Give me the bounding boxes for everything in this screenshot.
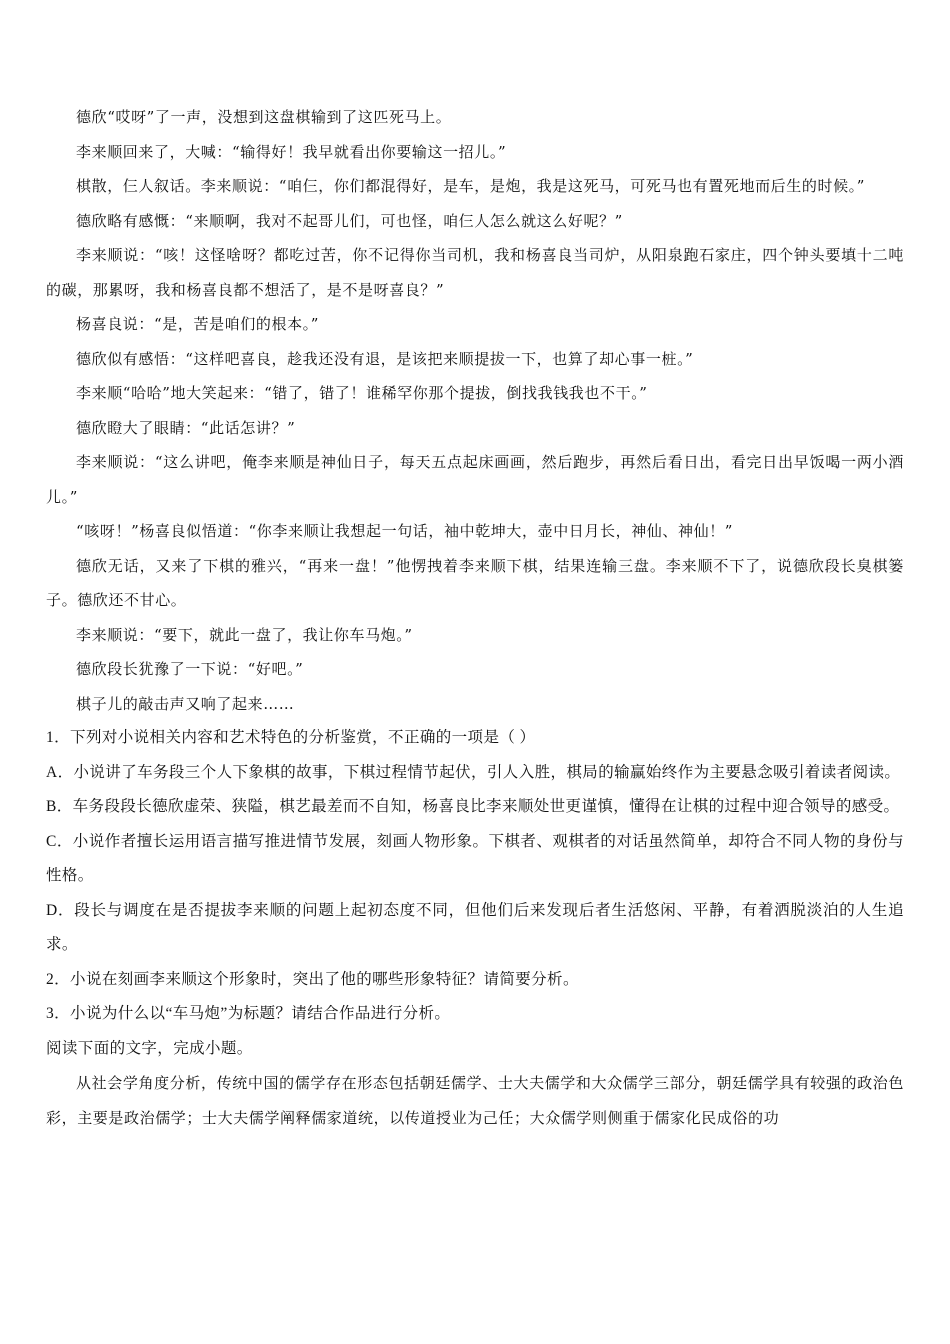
story-paragraph: “咳呀！”杨喜良似悟道：“你李来顺让我想起一句话，袖中乾坤大，壶中日月长，神仙、神仙！”: [76, 522, 734, 540]
story-paragraph: 德欣瞪大了眼睛：“此话怎讲？”: [76, 418, 296, 437]
story-paragraph: 德欣段长犹豫了一下说：“好吧。”: [76, 660, 304, 678]
option-d: D．段长与调度在是否提拔李来顺的问题上起初态度不同，但他们后来发现后者生活悠闲、平静，有着洒脱淡泊的人生追求。: [46, 901, 904, 953]
story-paragraph: 德欣略有感慨：“来顺啊，我对不起哥儿们，可也怪，咱仨人怎么就这么好呢？”: [76, 211, 623, 230]
story-paragraph: 李来顺“哈哈”地大笑起来：“错了，错了！谁稀罕你那个提拔，倒找我钱我也不干。”: [76, 384, 648, 402]
reading-instruction: 阅读下面的文字，完成小题。: [46, 1039, 253, 1057]
question-1: 1．下列对小说相关内容和艺术特色的分析鉴赏，不正确的一项是（ ）: [46, 729, 536, 746]
story-paragraph: 德欣似有感悟：“这样吧喜良，趁我还没有退，是该把来顺提拔一下，也算了却心事一桩。”: [76, 349, 694, 368]
story-paragraph: 李来顺说：“咳！这怪啥呀？都吃过苦，你不记得你当司机，我和杨喜良当司炉，从阳泉跑石家庄，四个钟头要填十二吨的碳，那累呀，我和杨喜良都不想活了，是不是呀喜良？”: [46, 246, 904, 299]
story-paragraph: 德欣“哎呀”了一声，没想到这盘棋输到了这匹死马上。: [76, 108, 452, 126]
question-2: 2．小说在刻画李来顺这个形象时，突出了他的哪些形象特征？请简要分析。: [46, 970, 579, 988]
essay-paragraph: 从社会学角度分析，传统中国的儒学存在形态包括朝廷儒学、士大夫儒学和大众儒学三部分，朝廷儒学具有较强的政治色彩，主要是政治儒学；士大夫儒学阐释儒家道统，以传道授业为己任；大众儒学则侧重于儒家化民成俗的功: [46, 1074, 904, 1127]
option-a: A．小说讲了车务段三个人下象棋的故事，下棋过程情节起伏，引人入胜，棋局的输赢始终作为主要悬念吸引着读者阅读。: [46, 763, 901, 781]
story-paragraph: 棋散，仨人叙话。李来顺说：“咱仨，你们都混得好，是车，是炮，我是这死马，可死马也有置死地而后生的时候。”: [76, 177, 866, 195]
story-paragraph: 李来顺回来了，大喊：“输得好！我早就看出你要输这一招儿。”: [76, 142, 507, 161]
story-excerpt: [46, 100, 904, 721]
story-paragraph: 杨喜良说：“是，苦是咱们的根本。”: [76, 315, 320, 333]
option-b: B．车务段段长德欣虚荣、狭隘，棋艺最差而不自知，杨喜良比李来顺处世更谨慎，懂得在让棋的过程中迎合领导的感受。: [46, 798, 900, 815]
essay-excerpt: [46, 1066, 904, 1135]
question-3: 3．小说为什么以“车马炮”为标题？请结合作品进行分析。: [46, 1005, 451, 1022]
story-paragraph: 李来顺说：“这么讲吧，俺李来顺是神仙日子，每天五点起床画画，然后跑步，再然后看日出，看完日出早饭喝一两小酒儿。”: [46, 453, 904, 506]
story-paragraph: 棋子儿的敲击声又响了起来……: [76, 694, 295, 713]
option-c: C．小说作者擅长运用语言描写推进情节发展，刻画人物形象。下棋者、观棋者的对话虽然简单，却符合不同人物的身份与性格。: [46, 832, 904, 884]
story-paragraph: 李来顺说：“要下，就此一盘了，我让你车马炮。”: [76, 625, 413, 644]
questions-section: [46, 721, 904, 1066]
story-paragraph: 德欣无话，又来了下棋的雅兴，“再来一盘！”他愣拽着李来顺下棋，结果连输三盘。李来顺不下了，说德欣段长臭棋篓子。德欣还不甘心。: [46, 556, 904, 609]
